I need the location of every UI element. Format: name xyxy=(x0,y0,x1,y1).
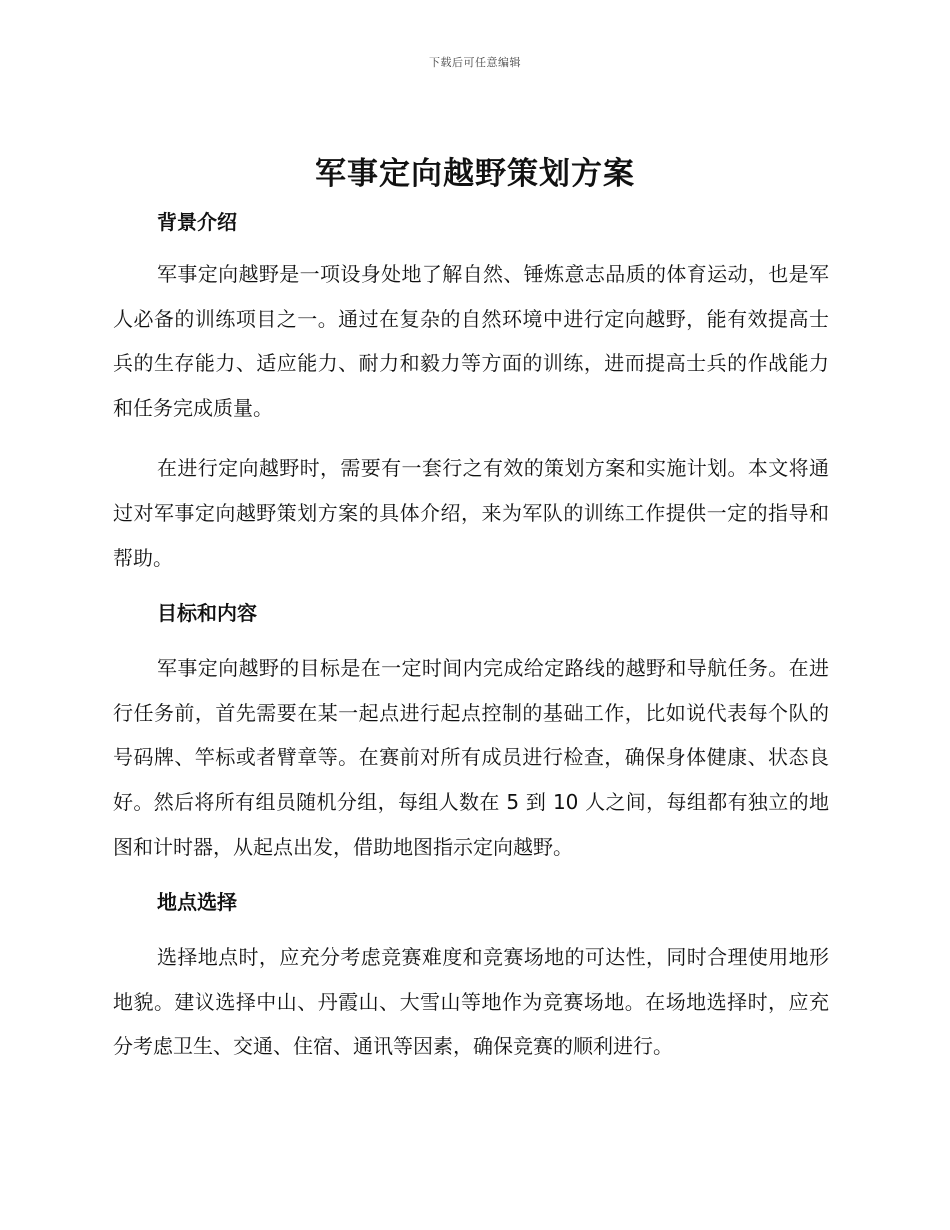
section-heading: 背景介绍 xyxy=(157,210,237,234)
section-heading: 目标和内容 xyxy=(157,601,257,626)
header-note: 下载后可任意编辑 xyxy=(429,56,521,69)
paragraph: 军事定向越野的目标是在一定时间内完成给定路线的越野和导航任务。在进行任务前，首先需要在某一起点进行起点控制的基础工作，比如说代表每个队的号码牌、竿标或者臂章等。在赛前对所有成员进行检查，确保身体健康、状态良好。然后将所有组员随机分组，每组人数在 5 到 10 人之间，每组都有独立的地图和计时器，从起点出发，借助地图指示定向越野。 xyxy=(113,656,829,859)
section-heading: 地点选择 xyxy=(157,890,237,915)
paragraph: 军事定向越野是一项设身处地了解自然、锤炼意志品质的体育运动，也是军人必备的训练项目之一。通过在复杂的自然环境中进行定向越野，能有效提高士兵的生存能力、适应能力、耐力和毅力等方面的训练，进而提高士兵的作战能力和任务完成质量。 xyxy=(113,262,829,420)
section-background xyxy=(113,202,829,580)
document-title: 军事定向越野策划方案 xyxy=(315,156,635,192)
paragraph: 在进行定向越野时，需要有一套行之有效的策划方案和实施计划。本文将通过对军事定向越野策划方案的具体介绍，来为军队的训练工作提供一定的指导和帮助。 xyxy=(113,456,829,570)
document-body xyxy=(113,202,829,1069)
paragraph: 选择地点时，应充分考虑竞赛难度和竞赛场地的可达性，同时合理使用地形地貌。建议选择中山、丹霞山、大雪山等地作为竞赛场地。在场地选择时，应充分考虑卫生、交通、住宿、通讯等因素，确保竞赛的顺利进行。 xyxy=(113,945,829,1059)
section-location xyxy=(113,882,829,1069)
section-goals xyxy=(113,593,829,869)
